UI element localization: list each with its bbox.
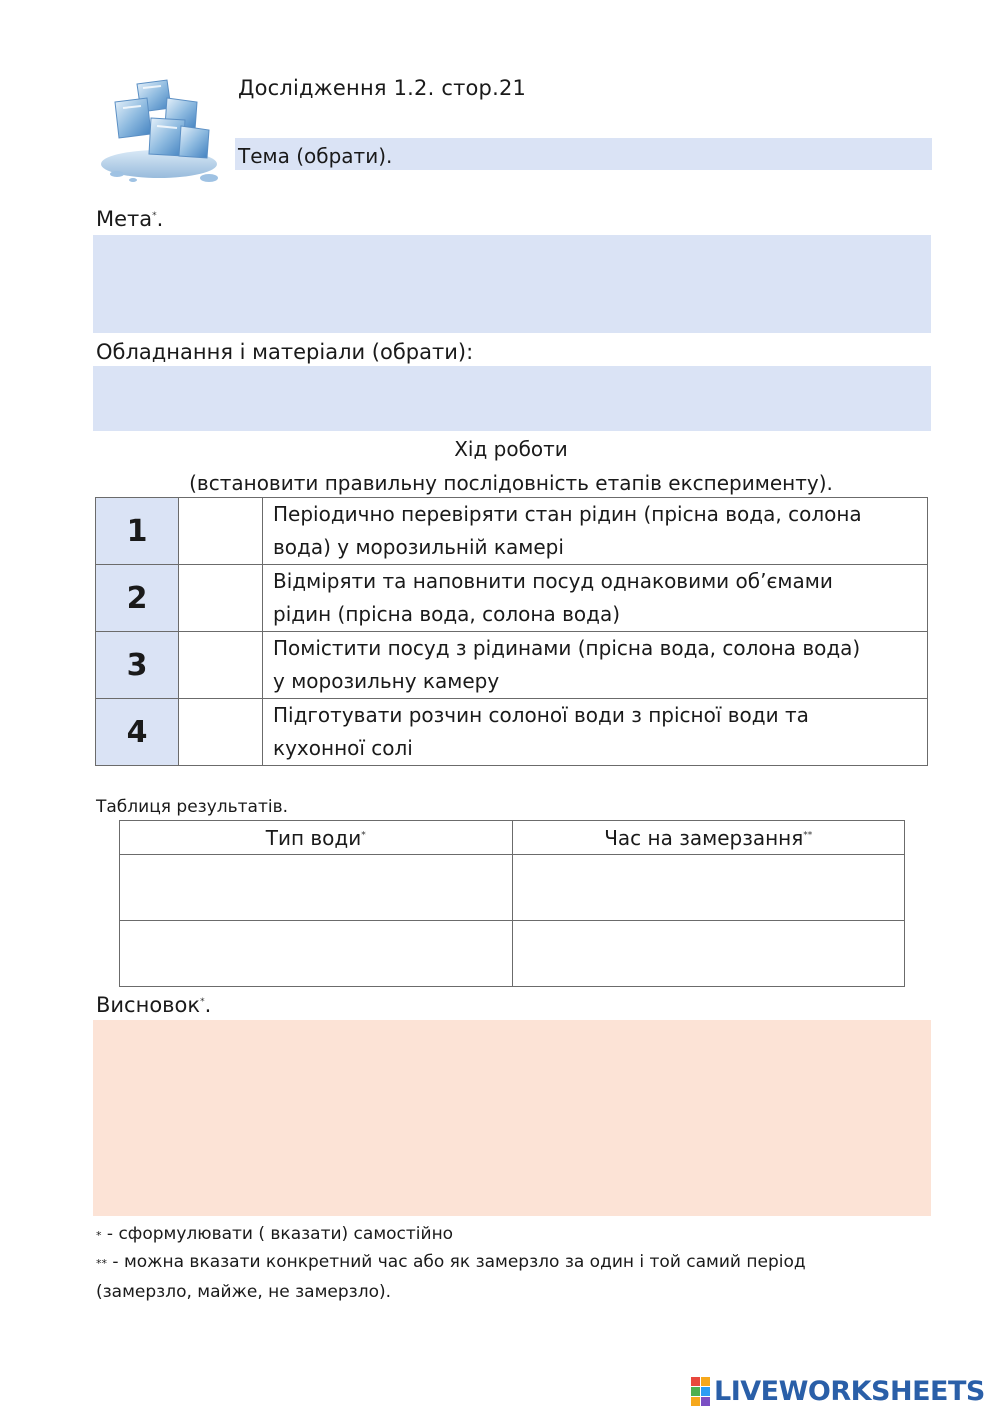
step-text-line: рідин (прісна вода, солона вода) xyxy=(273,602,621,626)
table-row xyxy=(96,632,928,699)
step-order-input[interactable] xyxy=(179,498,263,565)
step-text-line: Підготувати розчин солоної води з прісної води та xyxy=(273,703,809,727)
water-type-input[interactable] xyxy=(120,855,513,921)
topic-dropdown[interactable] xyxy=(235,138,932,170)
table-row xyxy=(120,855,905,921)
col-water-type xyxy=(120,821,513,855)
step-text xyxy=(263,498,928,565)
step-order-input[interactable] xyxy=(179,565,263,632)
goal-label xyxy=(96,207,163,231)
goal-label-text: Мета xyxy=(96,207,153,231)
water-type-input[interactable] xyxy=(120,921,513,987)
step-text-line: Помістити посуд з рідинами (прісна вода, солона вода) xyxy=(273,636,861,660)
freeze-time-input[interactable] xyxy=(512,855,905,921)
step-order-input[interactable] xyxy=(179,632,263,699)
footnote-1 xyxy=(96,1220,453,1250)
step-number: 4 xyxy=(96,699,179,766)
step-number: 3 xyxy=(96,632,179,699)
conclusion-input[interactable] xyxy=(93,1020,931,1216)
table-header-row xyxy=(120,821,905,855)
step-text-line: вода) у морозильній камері xyxy=(273,535,564,559)
conclusion-label-text: Висновок xyxy=(96,993,201,1017)
step-text-line: кухонної солі xyxy=(273,736,413,760)
conclusion-label xyxy=(96,993,211,1017)
ice-cubes-icon xyxy=(97,78,227,188)
footnote-2-text: - можна вказати конкретний час або як замерзло за один і той самий період xyxy=(107,1252,806,1272)
equipment-input[interactable] xyxy=(93,366,931,431)
step-text-line: Відміряти та наповнити посуд однаковими об’ємами xyxy=(273,569,833,593)
col-water-type-mark: * xyxy=(361,829,366,840)
results-caption: Таблиця результатів. xyxy=(96,797,289,817)
page-title: Дослідження 1.2. стор.21 xyxy=(238,76,527,100)
step-text xyxy=(263,632,928,699)
col-water-type-label: Тип води xyxy=(265,825,362,850)
equipment-label: Обладнання і матеріали (обрати): xyxy=(96,340,474,364)
footnote-2-mark: ** xyxy=(96,1257,107,1270)
step-text xyxy=(263,699,928,766)
conclusion-label-end: . xyxy=(204,993,212,1017)
step-number: 2 xyxy=(96,565,179,632)
table-row xyxy=(96,498,928,565)
goal-input[interactable] xyxy=(93,235,931,333)
col-freeze-time-mark: ** xyxy=(803,829,813,840)
table-row xyxy=(96,565,928,632)
goal-asterisk: * xyxy=(152,211,157,221)
goal-label-end: . xyxy=(156,207,164,231)
footnote-2-text-cont: (замерзло, майже, не замерзло). xyxy=(96,1282,392,1302)
footnote-1-text: - сформулювати ( вказати) самостійно xyxy=(101,1224,454,1244)
liveworksheets-logo[interactable] xyxy=(691,1376,985,1406)
brand-grid-icon xyxy=(691,1377,710,1406)
col-freeze-time-label: Час на замерзання xyxy=(604,825,804,850)
step-text-line: у морозильну камеру xyxy=(273,669,500,693)
col-freeze-time xyxy=(512,821,905,855)
footnote-2 xyxy=(96,1248,806,1306)
results-table xyxy=(119,820,905,987)
freeze-time-input[interactable] xyxy=(512,921,905,987)
step-text-line: Періодично перевіряти стан рідин (прісна вода, солона xyxy=(273,502,862,526)
topic-label: Тема (обрати). xyxy=(238,144,393,168)
table-row xyxy=(96,699,928,766)
conclusion-asterisk: * xyxy=(200,997,205,1007)
procedure-table xyxy=(95,497,928,766)
brand-name: LIVEWORKSHEETS xyxy=(714,1375,985,1407)
step-number: 1 xyxy=(96,498,179,565)
step-order-input[interactable] xyxy=(179,699,263,766)
procedure-subheading: (встановити правильну послідовність етапів експерименту). xyxy=(189,471,833,495)
table-row xyxy=(120,921,905,987)
step-text xyxy=(263,565,928,632)
footnote-1-mark: * xyxy=(96,1229,102,1242)
procedure-heading: Хід роботи xyxy=(454,437,568,461)
